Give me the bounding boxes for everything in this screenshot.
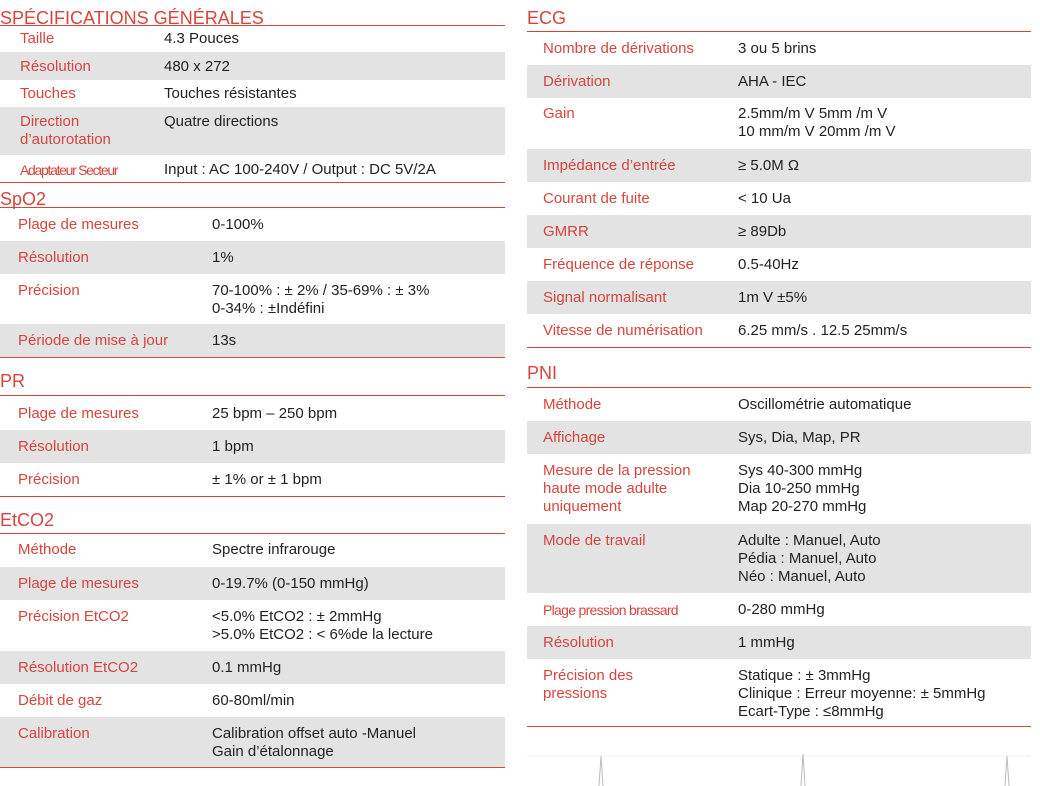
spec-value: AHA - IEC <box>738 73 807 90</box>
spec-label: Précision des pressions <box>543 667 634 702</box>
spec-label: Mode de travail <box>543 532 646 549</box>
waveform-spike <box>801 754 805 786</box>
left-column <box>0 0 505 768</box>
spec-label: Plage de mesures <box>18 216 139 233</box>
spec-value: 1m V ±5% <box>738 289 808 306</box>
table-row <box>527 388 1031 421</box>
spec-value: 0.1 mmHg <box>212 659 282 676</box>
table-row <box>0 52 505 80</box>
table-row <box>527 314 1031 347</box>
spec-value: Sys 40-300 mmHg Dia 10-250 mmHg Map 20-270 mmHg <box>738 462 867 515</box>
table-row <box>527 32 1031 65</box>
spo2-table <box>0 208 505 358</box>
spec-value: 13s <box>212 332 237 349</box>
spec-value: 70-100% : ± 2% / 35-69% : ± 3% 0-34% : ±Indéfini <box>212 282 430 317</box>
table-row <box>0 430 505 463</box>
table-row <box>0 567 505 600</box>
spec-value: Touches résistantes <box>164 85 297 102</box>
spec-label: Plage de mesures <box>18 575 139 592</box>
ecg-table <box>527 32 1031 348</box>
spec-label: Résolution <box>20 58 91 75</box>
spo2-section <box>0 183 505 358</box>
table-row <box>0 684 505 717</box>
spec-label: Adaptateur Secteur <box>20 162 118 178</box>
table-row <box>0 155 505 182</box>
spec-value: 1 mmHg <box>738 634 795 651</box>
spec-label: Précision <box>18 471 80 488</box>
table-row <box>0 274 505 324</box>
ecg-waveform-decoration <box>527 748 1031 786</box>
table-row <box>0 396 505 430</box>
table-row <box>0 241 505 274</box>
section-title-general: SPÉCIFICATIONS GÉNÉRALES <box>0 0 505 26</box>
table-row <box>0 600 505 651</box>
spec-value: Oscillométrie automatique <box>738 396 912 413</box>
table-row <box>527 248 1031 281</box>
spec-label: Direction d’autorotation <box>20 113 111 148</box>
table-row <box>0 463 505 496</box>
table-row <box>527 98 1031 149</box>
spec-label: Résolution <box>18 438 89 455</box>
spec-value: ± 1% or ± 1 bpm <box>212 471 322 488</box>
spec-value: Quatre directions <box>164 113 279 130</box>
section-title-pr: PR <box>0 358 505 396</box>
spec-value: Statique : ± 3mmHg Clinique : Erreur moyenne: ± 5mmHg Ecart-Type : ≤8mmHg <box>738 667 986 720</box>
spec-value: 0-280 mmHg <box>738 601 825 618</box>
spec-label: Résolution <box>18 249 89 266</box>
spec-value: Adulte : Manuel, Auto Pédia : Manuel, Auto Néo : Manuel, Auto <box>738 532 881 585</box>
spec-label: Précision EtCO2 <box>18 608 129 625</box>
spec-value: Calibration offset auto -Manuel Gain d’étalonnage <box>212 725 417 760</box>
table-row <box>0 651 505 684</box>
waveform-spike <box>1005 756 1009 786</box>
table-row <box>527 149 1031 182</box>
table-row <box>527 215 1031 248</box>
spec-value: 6.25 mm/s . 12.5 25mm/s <box>738 322 908 339</box>
spec-label: Plage de mesures <box>18 405 139 422</box>
spec-label: Vitesse de numérisation <box>543 322 703 339</box>
table-row <box>0 534 505 567</box>
spec-value: 1 bpm <box>212 438 254 455</box>
spec-label: Méthode <box>543 396 602 413</box>
spec-value: Spectre infrarouge <box>212 541 336 558</box>
spec-label: Méthode <box>18 541 77 558</box>
spec-label: Précision <box>18 282 80 299</box>
table-row <box>0 208 505 241</box>
spec-value: 0-100% <box>212 216 264 233</box>
spec-label: GMRR <box>543 223 589 240</box>
spec-label: Affichage <box>543 429 606 446</box>
general-specs-table <box>0 26 505 183</box>
spec-label: Calibration <box>18 725 90 742</box>
table-row <box>527 454 1031 524</box>
spec-label: Période de mise à jour <box>18 332 169 349</box>
table-row <box>527 421 1031 454</box>
table-row <box>527 281 1031 314</box>
spec-label: Mesure de la pression haute mode adulte uniquement <box>543 462 691 515</box>
table-row <box>0 26 505 52</box>
spec-label: Gain <box>543 105 575 122</box>
spec-label: Dérivation <box>543 73 611 90</box>
spec-label: Touches <box>20 85 76 102</box>
section-title-spo2: SpO2 <box>0 183 505 208</box>
table-row <box>527 593 1031 626</box>
spec-value: ≥ 5.0M Ω <box>738 157 800 174</box>
table-row <box>0 80 505 107</box>
spec-label: Débit de gaz <box>18 692 103 709</box>
spec-label: Signal normalisant <box>543 289 667 306</box>
section-title-etco2: EtCO2 <box>0 497 505 534</box>
spec-value: 1% <box>212 249 234 266</box>
general-specs-section <box>0 0 505 183</box>
table-row <box>0 324 505 357</box>
spec-value: 4.3 Pouces <box>164 30 240 47</box>
spec-label: Résolution EtCO2 <box>18 659 139 676</box>
spec-label: Fréquence de réponse <box>543 256 694 273</box>
table-row <box>527 626 1031 659</box>
spec-value: 3 ou 5 brins <box>738 40 817 57</box>
spec-value: 2.5mm/m V 5mm /m V 10 mm/m V 20mm /m V <box>738 105 896 140</box>
spec-value: < 10 Ua <box>738 190 791 207</box>
table-row <box>527 65 1031 98</box>
spec-label: Résolution <box>543 634 614 651</box>
etco2-table <box>0 534 505 768</box>
spec-value: <5.0% EtCO2 : ± 2mmHg >5.0% EtCO2 : < 6%de la lecture <box>212 608 433 643</box>
table-row <box>0 107 505 155</box>
ecg-section <box>527 0 1031 348</box>
table-row <box>527 659 1031 726</box>
spec-value: 60-80ml/min <box>212 692 295 709</box>
spec-value: ≥ 89Db <box>738 223 787 240</box>
pni-section <box>527 348 1031 727</box>
section-title-pni: PNI <box>527 348 1031 388</box>
section-title-ecg: ECG <box>527 0 1031 32</box>
spec-label: Plage pression brassard <box>543 602 678 618</box>
pr-section <box>0 358 505 497</box>
spec-value: 0.5-40Hz <box>738 256 799 273</box>
waveform-spike <box>599 756 603 786</box>
spec-value: Input : AC 100-240V / Output : DC 5V/2A <box>164 161 436 178</box>
spec-label: Impédance d’entrée <box>543 157 676 174</box>
spec-label: Courant de fuite <box>543 190 650 207</box>
spec-value: 25 bpm – 250 bpm <box>212 405 338 422</box>
pr-table <box>0 396 505 497</box>
table-row <box>527 524 1031 593</box>
spec-value: 480 x 272 <box>164 58 230 75</box>
pni-table <box>527 388 1031 727</box>
spec-label: Taille <box>20 30 55 47</box>
table-row <box>527 182 1031 215</box>
spec-label: Nombre de dérivations <box>543 40 694 57</box>
table-row <box>0 717 505 767</box>
etco2-section <box>0 497 505 768</box>
right-column <box>527 0 1031 727</box>
spec-value: 0-19.7% (0-150 mmHg) <box>212 575 369 592</box>
spec-value: Sys, Dia, Map, PR <box>738 429 861 446</box>
